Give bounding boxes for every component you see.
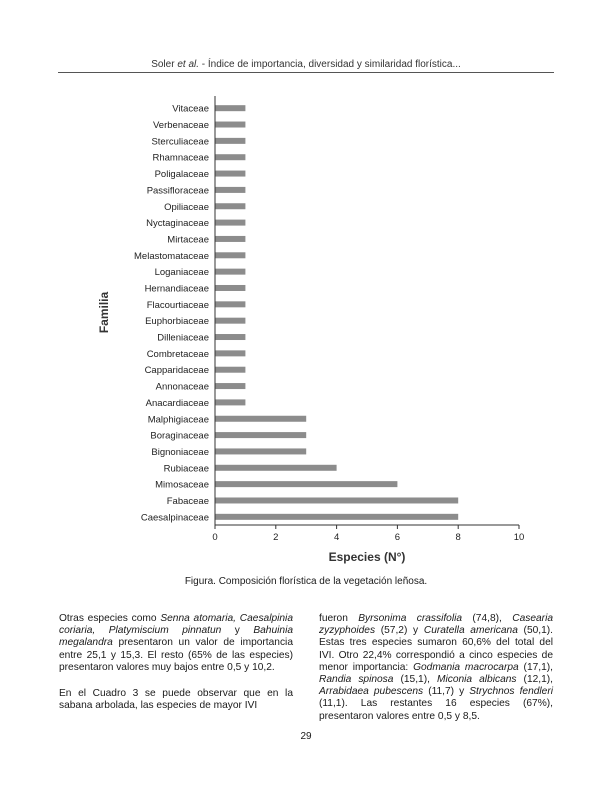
paragraph [59, 688, 293, 712]
bar [215, 399, 245, 405]
italic-run: Godmania macrocarpa [413, 661, 519, 673]
category-label: Dilleniaceae [157, 332, 209, 344]
bar [215, 350, 245, 356]
text-run: (11,1). Las restantes 16 especies (67%), presentaron valores entre 0,5 y 8,5. [319, 698, 553, 722]
category-label: Capparidaceae [144, 365, 209, 377]
category-label: Mimosaceae [155, 479, 209, 491]
italic-run: Senna atomaria, Caesalpinia coriaria, Platymiscium pinnatun [59, 613, 293, 637]
bar [215, 432, 306, 438]
paragraph [319, 613, 553, 723]
bar [215, 334, 245, 340]
text-run: (12,1), [516, 674, 554, 686]
text-run: En el Cuadro 3 se puede observar que en la sabana arbolada, las especies de mayor IVI [59, 688, 293, 712]
category-label: Loganiaceae [154, 267, 209, 279]
bar [215, 285, 245, 291]
category-label: Euphorbiaceae [145, 316, 209, 328]
bar [215, 236, 245, 242]
page-number: 29 [300, 731, 312, 742]
category-label: Annonaceae [155, 381, 209, 393]
bar [215, 138, 245, 144]
bar [215, 383, 245, 389]
category-label: Nyctaginaceae [146, 218, 209, 230]
bar [215, 318, 245, 324]
category-label: Flacourtiaceae [146, 299, 209, 311]
italic-run: Miconia albicans [436, 674, 517, 686]
bar [215, 203, 245, 209]
category-label: Malphigiaceae [147, 414, 209, 426]
text-run: (50,1). Estas tres especies sumaron 60,6% del total del IVI. Otro 22,4% correspondió a cinco especies de menor importancia: [319, 625, 554, 673]
y-axis-title: Familia [97, 291, 111, 334]
italic-run: Bahuinia megalandra [59, 625, 293, 649]
bar [215, 269, 245, 275]
x-tick-label: 2 [273, 532, 279, 543]
x-tick-label: 4 [333, 532, 340, 543]
category-label: Verbenaceae [153, 120, 209, 132]
x-tick-label: 6 [394, 532, 401, 543]
italic-run: Curatella americana [423, 625, 518, 637]
text-run: (74,8), [462, 613, 513, 624]
bar [215, 220, 245, 226]
category-label: Rhamnaceae [152, 152, 209, 164]
paragraph [59, 613, 293, 674]
category-label: Vitaceae [172, 103, 209, 115]
x-tick-label: 10 [513, 532, 525, 543]
text-run: y [221, 625, 254, 637]
text-run: fueron [319, 613, 359, 624]
body-column-right [319, 613, 553, 737]
category-label: Bignoniaceae [151, 446, 209, 458]
running-head-title: - Índice de importancia, diversidad y similaridad florística... [199, 59, 461, 70]
bar [215, 105, 245, 111]
category-label: Boraginaceae [150, 430, 209, 442]
category-label: Fabaceae [166, 495, 209, 507]
category-label: Sterculiaceae [151, 136, 209, 148]
italic-run: Byrsonima crassifolia [358, 613, 463, 624]
category-label: Rubiaceae [163, 463, 209, 475]
bar [215, 448, 306, 454]
bar [215, 514, 458, 520]
category-label: Opiliaceae [164, 201, 209, 213]
category-label: Poligalaceae [154, 169, 209, 181]
text-run: (17,1), [518, 661, 553, 673]
text-run: Otras especies como [59, 613, 161, 624]
bar [215, 122, 245, 128]
category-label: Caesalpinaceae [140, 512, 209, 524]
bar [215, 171, 245, 177]
bar [215, 465, 337, 471]
bar [215, 416, 306, 422]
bar [215, 497, 458, 503]
bar [215, 154, 245, 160]
category-label: Mirtaceae [167, 234, 209, 246]
bar [215, 301, 245, 307]
category-label: Combretaceae [146, 348, 209, 360]
italic-run: Casearia zyzyphoides [319, 613, 554, 637]
category-label: Passifloraceae [146, 185, 209, 197]
italic-run: Arrabidaea pubescens [319, 686, 424, 698]
x-axis-title: Especies (N°) [328, 550, 406, 564]
text-run: (11,7) y [423, 686, 470, 698]
category-label: Anacardiaceae [145, 397, 209, 409]
bar [215, 252, 245, 258]
text-run: presentaron un valor de importancia entre 25,1 y 15,3. El resto (65% de las especies) presentaron valores muy bajos entre 0,5 y 10,2. [59, 637, 293, 673]
running-head-author: Soler [151, 59, 175, 70]
italic-run: Strychnos fendleri [469, 686, 553, 698]
figure-caption: Figura. Composición florística de la vegetación leñosa. [184, 576, 428, 587]
bar [215, 367, 245, 373]
x-tick-label: 0 [212, 532, 218, 543]
italic-run: Randia spinosa [319, 674, 394, 686]
category-label: Hernandiaceae [144, 283, 209, 295]
text-run: (15,1), [393, 674, 437, 686]
bar [215, 187, 245, 193]
running-head-etal: et al. [177, 59, 200, 70]
bar [215, 481, 397, 487]
x-tick-label: 8 [455, 532, 461, 543]
text-run: (57,2) y [375, 625, 424, 637]
body-column-left [59, 613, 293, 726]
category-label: Melastomataceae [134, 250, 209, 262]
